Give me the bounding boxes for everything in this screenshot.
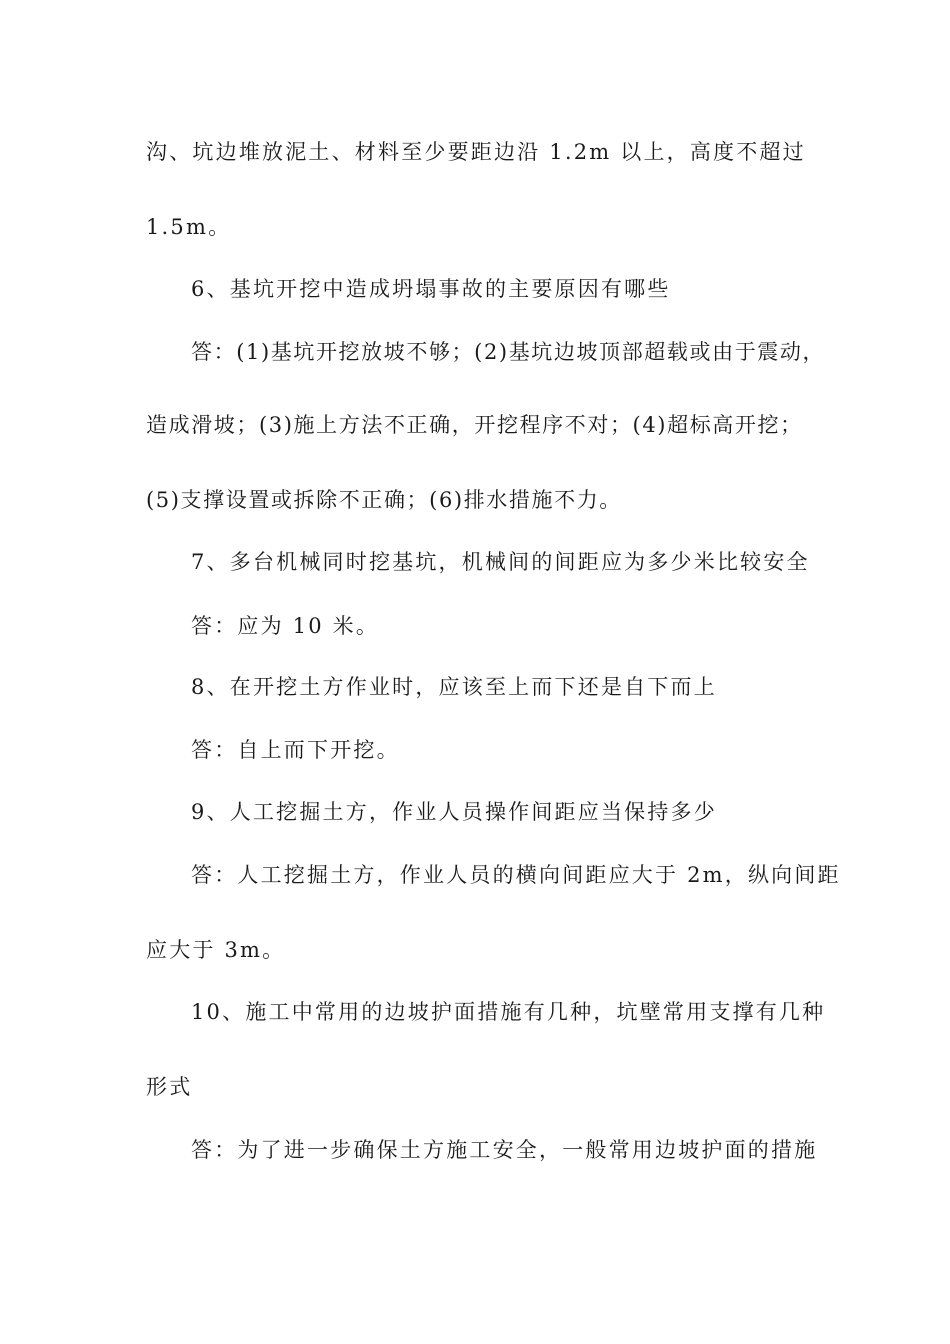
question-9: 9、人工挖掘土方，作业人员操作间距应当保持多少	[191, 800, 717, 824]
question-6: 6、基坑开挖中造成坍塌事故的主要原因有哪些	[191, 277, 671, 301]
answer-7: 答：应为 10 米。	[191, 614, 380, 638]
answer-8: 答：自上而下开挖。	[191, 738, 400, 762]
answer-6-line-3: (5)支撑设置或拆除不正确；(6)排水措施不力。	[146, 488, 622, 512]
answer-6-line-1: 答：(1)基坑开挖放坡不够；(2)基坑边坡顶部超载或由于震动，	[191, 340, 826, 364]
question-8: 8、在开挖土方作业时，应该至上而下还是自下而上	[191, 675, 717, 699]
answer-10-line-1: 答：为了进一步确保土方施工安全，一般常用边坡护面的措施	[191, 1138, 818, 1162]
text-line-2: 1.5m。	[146, 215, 232, 239]
question-10-line-2: 形式	[146, 1075, 193, 1099]
question-7: 7、多台机械同时挖基坑，机械间的间距应为多少米比较安全	[191, 550, 810, 574]
question-10-line-1: 10、施工中常用的边坡护面措施有几种，坑壁常用支撑有几种	[191, 1000, 826, 1024]
text-line-1: 沟、坑边堆放泥土、材料至少要距边沿 1.2m 以上，高度不超过	[146, 140, 806, 164]
answer-6-line-2: 造成滑坡；(3)施上方法不正确，开挖程序不对；(4)超标高开挖；	[146, 413, 803, 437]
answer-9-line-2: 应大于 3m。	[146, 938, 286, 962]
answer-9-line-1: 答：人工挖掘土方，作业人员的横向间距应大于 2m，纵向间距	[191, 863, 841, 887]
